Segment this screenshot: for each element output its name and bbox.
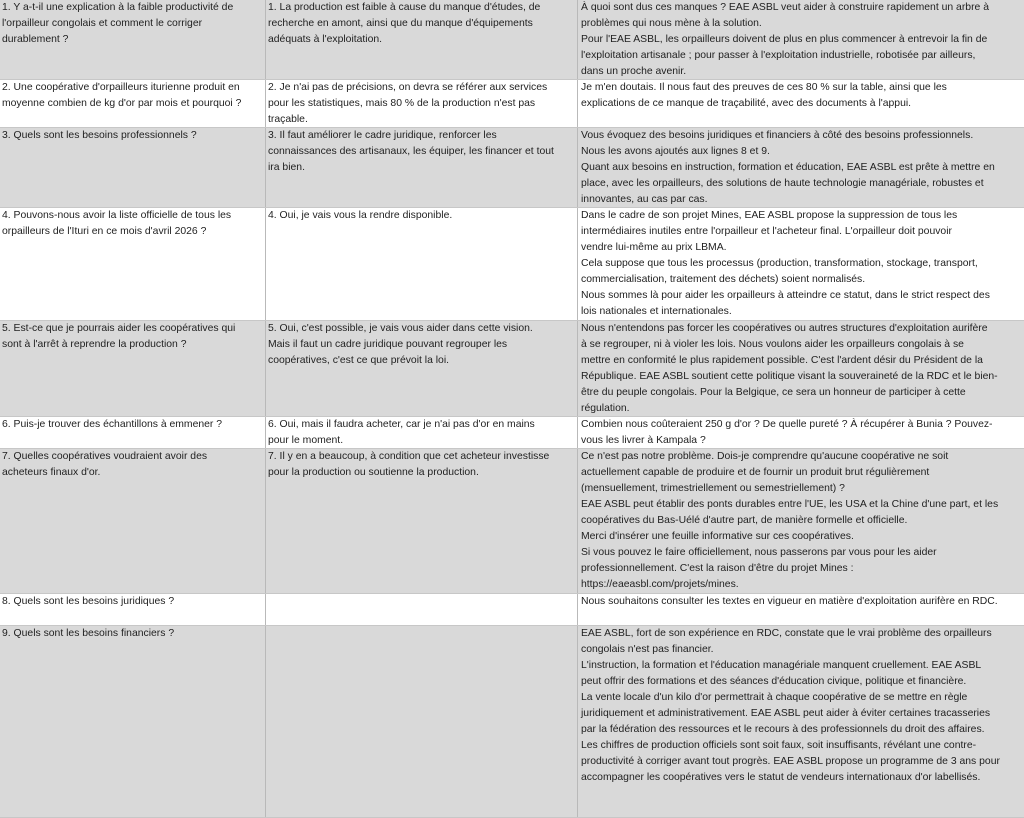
cell-text-line: problèmes qui nous mène à la solution. (581, 18, 762, 29)
question-cell[interactable] (0, 449, 266, 593)
cell-text-line: 7. Il y en a beaucoup, à condition que cet acheteur investisse (268, 451, 550, 462)
cell-text-line: 4. Pouvons-nous avoir la liste officielle de tous les (2, 210, 232, 221)
cell-text-line: traçable. (268, 114, 308, 125)
comment-cell[interactable] (578, 594, 1024, 625)
answer-cell[interactable] (266, 449, 578, 593)
cell-text-line: 6. Puis-je trouver des échantillons à emmener ? (2, 419, 223, 430)
comment-cell[interactable] (578, 80, 1024, 127)
comment-cell[interactable] (578, 0, 1024, 79)
table-row (0, 208, 1024, 321)
cell-text-line: Nous souhaitons consulter les textes en vigueur en matière d'exploitation aurifère en RDC. (581, 596, 998, 607)
table-row (0, 128, 1024, 208)
cell-text-line: 6. Oui, mais il faudra acheter, car je n'ai pas d'or en mains (268, 419, 535, 430)
cell-text-line: pour la production ou soutienne la production. (268, 467, 479, 478)
question-cell[interactable] (0, 594, 266, 625)
question-cell[interactable] (0, 0, 266, 79)
cell-text-line: explications de ce manque de traçabilité, avec des documents à l'appui. (581, 98, 912, 109)
comment-cell[interactable] (578, 417, 1024, 448)
cell-text-line: Merci d'insérer une feuille informative sur ces coopératives. (581, 531, 854, 542)
cell-text-line: Si vous pouvez le faire officiellement, nous passerons par vous pour les aider (581, 547, 937, 558)
cell-text-line: 3. Quels sont les besoins professionnels ? (2, 130, 197, 141)
table-row (0, 321, 1024, 417)
cell-text-line: acheteurs finaux d'or. (2, 467, 101, 478)
cell-text-line: durablement ? (2, 34, 69, 45)
cell-text-line: régulation. (581, 403, 630, 414)
cell-text-line: L'instruction, la formation et l'éducation managériale manquent cruellement. EAE ASBL (581, 660, 982, 671)
answer-cell[interactable] (266, 128, 578, 207)
cell-text-line: La vente locale d'un kilo d'or permettrait à chaque coopérative de se mettre en règle (581, 692, 968, 703)
cell-text-line: juridiquement et administrativement. EAE ASBL peut aider à éviter certaines tracasseries (581, 708, 991, 719)
cell-text-line: innovantes, au cas par cas. (581, 194, 708, 205)
cell-text-line: Vous évoquez des besoins juridiques et financiers à côté des besoins professionnels. (581, 130, 974, 141)
cell-text-line: adéquats à l'exploitation. (268, 34, 383, 45)
cell-text-line: à se regrouper, ni à violer les lois. Nous voulons aider les orpailleurs congolais à se (581, 339, 964, 350)
question-cell[interactable] (0, 80, 266, 127)
cell-text-line: République. EAE ASBL soutient cette politique visant la souveraineté de la RDC et le bien- (581, 371, 998, 382)
cell-text-line: commercialisation, traitement des déchets) soient normalisés. (581, 274, 866, 285)
cell-text-line: Je m'en doutais. Il nous faut des preuves de ces 80 % sur la table, ainsi que les (581, 82, 947, 93)
cell-text-line: connaissances des artisanaux, les équiper, les financer et tout (268, 146, 554, 157)
question-cell[interactable] (0, 626, 266, 817)
cell-text-line: l'exploitation artisanale ; pour passer à l'exploitation industrielle, robotisée par ailleurs, (581, 50, 976, 61)
cell-text-line: actuellement capable de produire et de fournir un produit brut régulièrement (581, 467, 930, 478)
question-cell[interactable] (0, 128, 266, 207)
cell-text-line: 2. Je n'ai pas de précisions, on devra se référer aux services (268, 82, 548, 93)
cell-text-line: place, avec les orpailleurs, des solutions de haute technologie managériale, robustes et (581, 178, 984, 189)
table-row (0, 626, 1024, 818)
cell-text-line: Cela suppose que tous les processus (production, transformation, stockage, transport, (581, 258, 978, 269)
cell-text-line: congolais n'est pas financier. (581, 644, 714, 655)
cell-text-line: intermédiaires inutiles entre l'orpailleur et l'acheteur final. L'orpailleur doit pouvoir (581, 226, 952, 237)
answer-cell[interactable] (266, 626, 578, 817)
cell-text-line: l'orpailleur congolais et comment le corriger (2, 18, 203, 29)
cell-text-line: Pour l'EAE ASBL, les orpailleurs doivent de plus en plus commencer à entrevoir la fin de (581, 34, 988, 45)
cell-text-line: À quoi sont dus ces manques ? EAE ASBL veut aider à construire rapidement un arbre à (581, 2, 989, 13)
comment-cell[interactable] (578, 449, 1024, 593)
answer-cell[interactable] (266, 0, 578, 79)
cell-text-line: sont à l'arrêt à reprendre la production ? (2, 339, 187, 350)
cell-text-line: coopératives du Bas-Uélé d'autre part, de manière formelle et officielle. (581, 515, 908, 526)
cell-text-line: https://eaeasbl.com/projets/mines. (581, 579, 739, 590)
cell-text-line: 5. Est-ce que je pourrais aider les coopératives qui (2, 323, 236, 334)
table-row (0, 449, 1024, 594)
cell-text-line: dans un proche avenir. (581, 66, 687, 77)
cell-text-line: 5. Oui, c'est possible, je vais vous aider dans cette vision. (268, 323, 533, 334)
cell-text-line: mettre en conformité le plus rapidement possible. C'est l'ardent désir du Président de la (581, 355, 983, 366)
question-cell[interactable] (0, 321, 266, 416)
cell-text-line: 8. Quels sont les besoins juridiques ? (2, 596, 175, 607)
cell-text-line: (mensuellement, trimestriellement ou semestriellement) ? (581, 483, 845, 494)
answer-cell[interactable] (266, 321, 578, 416)
cell-text-line: Nous les avons ajoutés aux lignes 8 et 9. (581, 146, 770, 157)
answer-cell[interactable] (266, 417, 578, 448)
table-row (0, 80, 1024, 128)
answer-cell[interactable] (266, 594, 578, 625)
cell-text-line: Ce n'est pas notre problème. Dois-je comprendre qu'aucune coopérative ne soit (581, 451, 949, 462)
cell-text-line: lois nationales et internationales. (581, 306, 732, 317)
cell-text-line: 2. Une coopérative d'orpailleurs iturienne produit en (2, 82, 240, 93)
cell-text-line: 7. Quelles coopératives voudraient avoir des (2, 451, 208, 462)
cell-text-line: productivité à corriger avant tout progrès. EAE ASBL propose un programme de 3 ans pour (581, 756, 1000, 767)
cell-text-line: Nous sommes là pour aider les orpailleurs à atteindre ce statut, dans le strict respect des (581, 290, 990, 301)
comment-cell[interactable] (578, 128, 1024, 207)
question-cell[interactable] (0, 417, 266, 448)
cell-text-line: par la fédération des ressources et le recours à des professionnels du droit des affaires. (581, 724, 985, 735)
cell-text-line: Les chiffres de production officiels sont soit faux, soit insuffisants, révélant une contre- (581, 740, 977, 751)
cell-text-line: peut offrir des formations et des séances d'éducation civique, politique et financière. (581, 676, 967, 687)
cell-text-line: recherche en amont, ainsi que du manque d'équipements (268, 18, 533, 29)
cell-text-line: 9. Quels sont les besoins financiers ? (2, 628, 175, 639)
question-cell[interactable] (0, 208, 266, 320)
cell-text-line: pour le moment. (268, 435, 344, 446)
cell-text-line: être du peuple congolais. Pour la Belgique, ce sera un honneur de participer à cette (581, 387, 966, 398)
cell-text-line: EAE ASBL peut établir des ponts durables entre l'UE, les USA et la Chine d'une part, et les (581, 499, 999, 510)
cell-text-line: coopératives, c'est ce que prévoit la loi. (268, 355, 450, 366)
cell-text-line: pour les statistiques, mais 80 % de la production n'est pas (268, 98, 536, 109)
table-row (0, 0, 1024, 80)
cell-text-line: 4. Oui, je vais vous la rendre disponible. (268, 210, 453, 221)
cell-text-line: Dans le cadre de son projet Mines, EAE ASBL propose la suppression de tous les (581, 210, 958, 221)
cell-text-line: moyenne combien de kg d'or par mois et pourquoi ? (2, 98, 242, 109)
cell-text-line: Combien nous coûteraient 250 g d'or ? De quelle pureté ? À récupérer à Bunia ? Pouvez- (581, 419, 993, 430)
cell-text-line: 1. La production est faible à cause du manque d'études, de (268, 2, 541, 13)
cell-text-line: 3. Il faut améliorer le cadre juridique, renforcer les (268, 130, 497, 141)
cell-text-line: vous les livrer à Kampala ? (581, 435, 706, 446)
cell-text-line: Nous n'entendons pas forcer les coopératives ou autres structures d'exploitation aurifère (581, 323, 988, 334)
answer-cell[interactable] (266, 80, 578, 127)
cell-text-line: ira bien. (268, 162, 305, 173)
table-row (0, 594, 1024, 626)
cell-text-line: orpailleurs de l'Ituri en ce mois d'avril 2026 ? (2, 226, 207, 237)
cell-text-line: accompagner les coopératives vers le statut de vendeurs internationaux d'or labellisés. (581, 772, 981, 783)
cell-text-line: vendre lui-même au prix LBMA. (581, 242, 727, 253)
comment-cell[interactable] (578, 208, 1024, 320)
answer-cell[interactable] (266, 208, 578, 320)
cell-text-line: Mais il faut un cadre juridique pouvant regrouper les (268, 339, 508, 350)
cell-text-line: EAE ASBL, fort de son expérience en RDC, constate que le vrai problème des orpailleurs (581, 628, 992, 639)
comment-cell[interactable] (578, 321, 1024, 416)
table-row (0, 417, 1024, 449)
cell-text-line: 1. Y a-t-il une explication à la faible productivité de (2, 2, 234, 13)
cell-text-line: professionnellement. C'est la raison d'être du projet Mines : (581, 563, 854, 574)
comment-cell[interactable] (578, 626, 1024, 817)
cell-text-line: Quant aux besoins en instruction, formation et éducation, EAE ASBL est prête à mettre en (581, 162, 995, 173)
